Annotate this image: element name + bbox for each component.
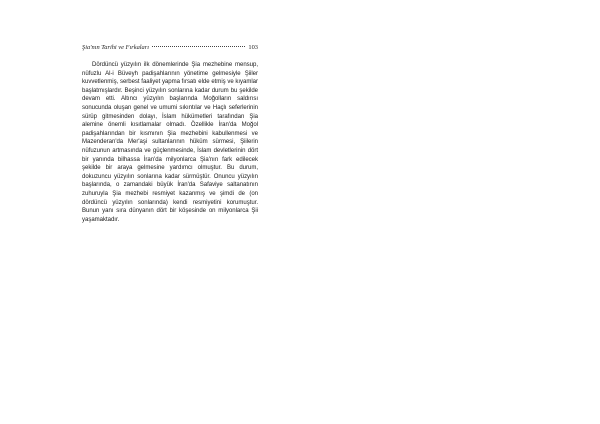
page-number: 103: [248, 44, 258, 51]
running-header: [82, 44, 258, 56]
header-dotted-leader: [152, 46, 245, 47]
body-paragraph: Dördüncü yüzyılın ilk dönemlerinde Şia mezhebine mensup, nüfuzlu Al-i Büveyh padişahlarının yönetime gelmesiyle Şiiler kuvvetlenmiş, serbest faaliyet yapma fırsatı elde etmiş ve kıyamlar başlatmışlardır. Beşinci yüzyılın sonlarına kadar durum bu şekilde devam etti. Altıncı yüzyılın başlarında Moğolların saldırısı sonucunda oluşan genel ve umumi sıkıntılar ve Haçlı seferlerinin sürüp gitmesinden dolayı, İslam hükümetleri tarafından Şia alemine önemli kısıtlamalar olmadı. Özellikle İran'da Moğol padişahlarından bir kısmının Şia mezhebini kabullenmesi ve Mazenderan'da Mer'aşi sultanlarının hüküm sürmesi, Şiilerin nüfuzunun artmasında ve güçlenmesinde, İslam devletlerinin dört bir yanında bilhassa İran'da milyonlarca Şia'nın fark edilecek şekilde bir araya gelmesine yardımcı olmuştur. Bu durum, dokuzuncu yüzyılın sonlarına kadar sürmüştür. Onuncu yüzyılın başlarında, o zamandaki büyük İran'da Safaviye saltanatının zuhuruyla Şia mezhebi resmiyet kazanmış ve şimdi de (on dördüncü yüzyılın sonlarında) kendi resmiyetini korumuştur. Bunun yanı sıra dünyanın dört bir köşesinde on milyonlarca Şii yaşamaktadır.: [82, 62, 258, 223]
running-header-title: Şia'nın Tarihi ve Fırkaları: [82, 44, 149, 51]
